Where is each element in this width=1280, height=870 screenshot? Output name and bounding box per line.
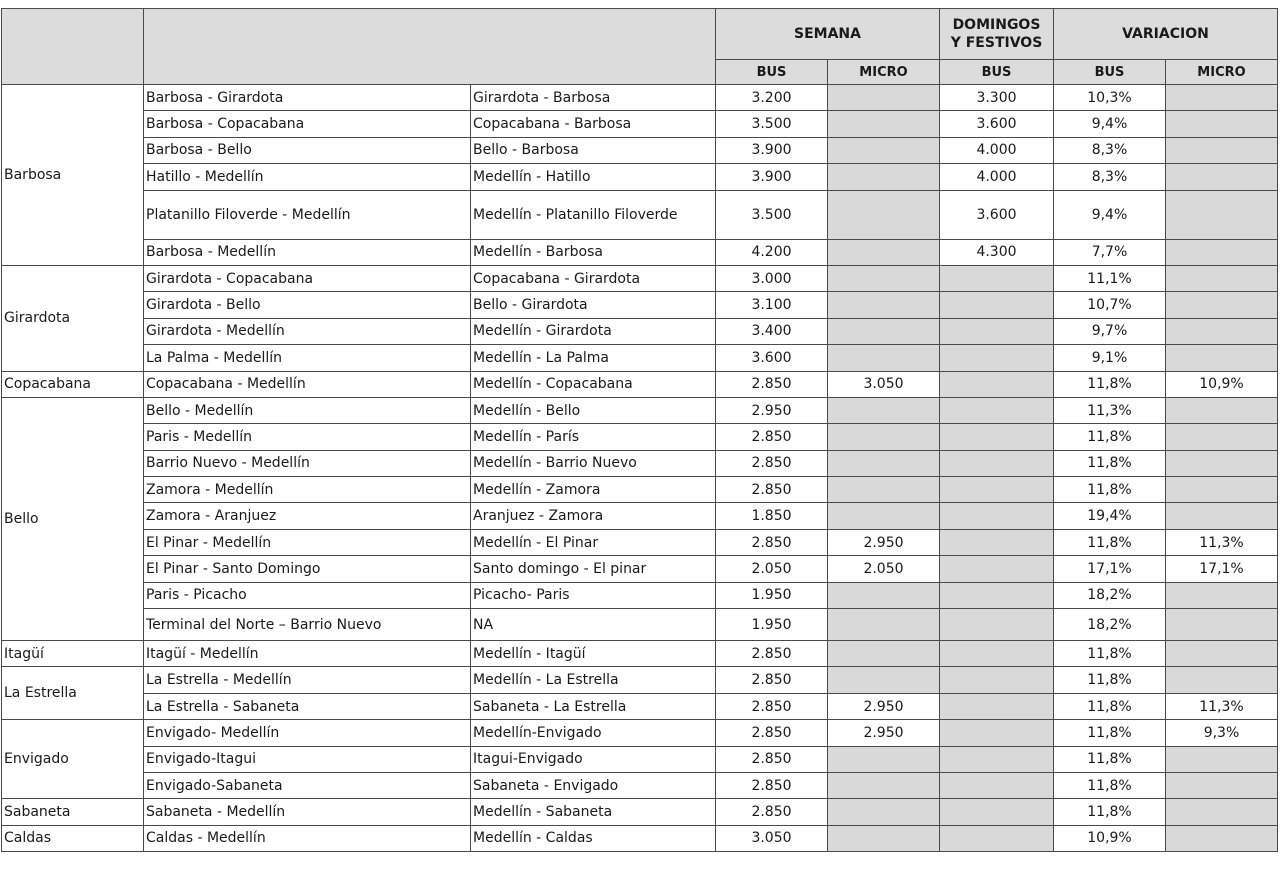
semana-bus-cell: 2.850: [716, 450, 828, 476]
route-cell: Sabaneta - Medellín: [144, 799, 471, 825]
return-route-cell: Sabaneta - Envigado: [471, 772, 716, 798]
table-row: [2, 529, 1278, 555]
festivos-bus-cell: [940, 450, 1054, 476]
municipality-cell: Envigado: [2, 720, 144, 799]
return-route-cell: Sabaneta - La Estrella: [471, 693, 716, 719]
table-row: [2, 137, 1278, 163]
return-route-cell: Bello - Barbosa: [471, 137, 716, 163]
semana-bus-cell: 3.900: [716, 164, 828, 190]
variacion-micro-cell: [1166, 265, 1278, 291]
festivos-bus-cell: 4.000: [940, 137, 1054, 163]
semana-bus-cell: 3.500: [716, 111, 828, 137]
route-cell: Copacabana - Medellín: [144, 371, 471, 397]
route-cell: Platanillo Filoverde - Medellín: [144, 190, 471, 239]
variacion-bus-cell: 11,8%: [1054, 477, 1166, 503]
table-row: [2, 265, 1278, 291]
variacion-bus-cell: 11,3%: [1054, 397, 1166, 423]
semana-bus-cell: 2.850: [716, 693, 828, 719]
variacion-micro-cell: 17,1%: [1166, 556, 1278, 582]
variacion-micro-cell: [1166, 397, 1278, 423]
variacion-micro-cell: 11,3%: [1166, 693, 1278, 719]
festivos-bus-cell: [940, 746, 1054, 772]
variacion-micro-cell: [1166, 190, 1278, 239]
variacion-bus-cell: 18,2%: [1054, 582, 1166, 608]
semana-micro-cell: [828, 772, 940, 798]
route-cell: Zamora - Aranjuez: [144, 503, 471, 529]
festivos-bus-cell: [940, 825, 1054, 851]
festivos-bus-cell: 4.000: [940, 164, 1054, 190]
semana-bus-cell: 3.200: [716, 85, 828, 111]
semana-bus-cell: 2.050: [716, 556, 828, 582]
return-route-cell: Medellín - Platanillo Filoverde: [471, 190, 716, 239]
variacion-bus-cell: 19,4%: [1054, 503, 1166, 529]
variacion-bus-cell: 11,8%: [1054, 746, 1166, 772]
semana-micro-cell: [828, 318, 940, 344]
route-cell: El Pinar - Santo Domingo: [144, 556, 471, 582]
subheader-variacion-bus: BUS: [1054, 60, 1166, 85]
header-domingos-line2: Y FESTIVOS: [950, 35, 1043, 51]
variacion-micro-cell: 11,3%: [1166, 529, 1278, 555]
semana-bus-cell: 2.850: [716, 371, 828, 397]
route-cell: Hatillo - Medellín: [144, 164, 471, 190]
table-row: [2, 503, 1278, 529]
return-route-cell: Medellín - Barbosa: [471, 239, 716, 265]
variacion-bus-cell: 10,7%: [1054, 292, 1166, 318]
route-cell: Itagüí - Medellín: [144, 641, 471, 667]
subheader-semana-bus: BUS: [716, 60, 828, 85]
table-row: [2, 667, 1278, 693]
table-row: [2, 477, 1278, 503]
route-cell: Barbosa - Girardota: [144, 85, 471, 111]
route-cell: Zamora - Medellín: [144, 477, 471, 503]
semana-bus-cell: 2.850: [716, 799, 828, 825]
semana-bus-cell: 2.950: [716, 397, 828, 423]
municipality-cell: Barbosa: [2, 85, 144, 266]
return-route-cell: Girardota - Barbosa: [471, 85, 716, 111]
route-cell: La Estrella - Medellín: [144, 667, 471, 693]
semana-micro-cell: [828, 667, 940, 693]
variacion-bus-cell: 9,1%: [1054, 345, 1166, 371]
table-body: [2, 85, 1278, 852]
variacion-bus-cell: 10,3%: [1054, 85, 1166, 111]
table-row: [2, 556, 1278, 582]
festivos-bus-cell: [940, 720, 1054, 746]
return-route-cell: Picacho- Paris: [471, 582, 716, 608]
festivos-bus-cell: 3.600: [940, 190, 1054, 239]
table-row: [2, 746, 1278, 772]
semana-micro-cell: 3.050: [828, 371, 940, 397]
municipality-cell: Sabaneta: [2, 799, 144, 825]
return-route-cell: Medellín-Envigado: [471, 720, 716, 746]
header-variacion: VARIACION: [1054, 9, 1278, 60]
return-route-cell: Copacabana - Girardota: [471, 265, 716, 291]
route-cell: Paris - Medellín: [144, 424, 471, 450]
fares-table: [1, 8, 1278, 852]
return-route-cell: Medellín - Caldas: [471, 825, 716, 851]
semana-bus-cell: 4.200: [716, 239, 828, 265]
return-route-cell: Itagui-Envigado: [471, 746, 716, 772]
table-row: [2, 450, 1278, 476]
festivos-bus-cell: [940, 265, 1054, 291]
semana-bus-cell: 3.050: [716, 825, 828, 851]
route-cell: Terminal del Norte – Barrio Nuevo: [144, 609, 471, 641]
return-route-cell: Medellín - El Pinar: [471, 529, 716, 555]
variacion-micro-cell: [1166, 503, 1278, 529]
variacion-bus-cell: 11,8%: [1054, 371, 1166, 397]
variacion-bus-cell: 9,4%: [1054, 111, 1166, 137]
variacion-bus-cell: 17,1%: [1054, 556, 1166, 582]
variacion-micro-cell: [1166, 477, 1278, 503]
semana-bus-cell: 2.850: [716, 424, 828, 450]
semana-micro-cell: [828, 503, 940, 529]
semana-micro-cell: [828, 477, 940, 503]
semana-bus-cell: 1.950: [716, 582, 828, 608]
festivos-bus-cell: [940, 345, 1054, 371]
table-row: [2, 609, 1278, 641]
route-cell: El Pinar - Medellín: [144, 529, 471, 555]
variacion-micro-cell: [1166, 164, 1278, 190]
table-row: [2, 693, 1278, 719]
variacion-micro-cell: [1166, 772, 1278, 798]
return-route-cell: Medellín - Barrio Nuevo: [471, 450, 716, 476]
variacion-bus-cell: 11,8%: [1054, 450, 1166, 476]
festivos-bus-cell: 4.300: [940, 239, 1054, 265]
semana-bus-cell: 2.850: [716, 641, 828, 667]
semana-micro-cell: [828, 190, 940, 239]
variacion-bus-cell: 7,7%: [1054, 239, 1166, 265]
festivos-bus-cell: [940, 609, 1054, 641]
route-cell: Girardota - Medellín: [144, 318, 471, 344]
route-cell: Girardota - Bello: [144, 292, 471, 318]
semana-micro-cell: 2.950: [828, 720, 940, 746]
table-row: [2, 825, 1278, 851]
return-route-cell: Medellín - La Estrella: [471, 667, 716, 693]
table-row: [2, 371, 1278, 397]
return-route-cell: Medellín - Zamora: [471, 477, 716, 503]
route-cell: La Palma - Medellín: [144, 345, 471, 371]
variacion-micro-cell: [1166, 825, 1278, 851]
festivos-bus-cell: [940, 556, 1054, 582]
route-cell: Bello - Medellín: [144, 397, 471, 423]
variacion-bus-cell: 9,4%: [1054, 190, 1166, 239]
festivos-bus-cell: [940, 371, 1054, 397]
festivos-bus-cell: [940, 641, 1054, 667]
variacion-bus-cell: 11,8%: [1054, 693, 1166, 719]
variacion-bus-cell: 18,2%: [1054, 609, 1166, 641]
semana-micro-cell: [828, 111, 940, 137]
table-row: [2, 720, 1278, 746]
route-cell: Caldas - Medellín: [144, 825, 471, 851]
route-cell: La Estrella - Sabaneta: [144, 693, 471, 719]
semana-micro-cell: [828, 85, 940, 111]
municipality-cell: Itagüí: [2, 641, 144, 667]
table-row: [2, 164, 1278, 190]
return-route-cell: NA: [471, 609, 716, 641]
variacion-micro-cell: [1166, 85, 1278, 111]
table-row: [2, 345, 1278, 371]
semana-micro-cell: [828, 825, 940, 851]
variacion-micro-cell: [1166, 582, 1278, 608]
variacion-bus-cell: 8,3%: [1054, 137, 1166, 163]
semana-bus-cell: 3.500: [716, 190, 828, 239]
municipality-cell: Caldas: [2, 825, 144, 851]
semana-bus-cell: 2.850: [716, 772, 828, 798]
route-cell: Barbosa - Bello: [144, 137, 471, 163]
return-route-cell: Bello - Girardota: [471, 292, 716, 318]
festivos-bus-cell: [940, 799, 1054, 825]
table-row: [2, 424, 1278, 450]
variacion-bus-cell: 11,8%: [1054, 720, 1166, 746]
return-route-cell: Medellín - Copacabana: [471, 371, 716, 397]
header-blank-routes: [144, 9, 716, 85]
semana-bus-cell: 3.400: [716, 318, 828, 344]
festivos-bus-cell: [940, 667, 1054, 693]
variacion-micro-cell: 9,3%: [1166, 720, 1278, 746]
table-row: [2, 641, 1278, 667]
variacion-micro-cell: [1166, 292, 1278, 318]
subheader-variacion-micro: MICRO: [1166, 60, 1278, 85]
semana-bus-cell: 2.850: [716, 529, 828, 555]
semana-micro-cell: 2.950: [828, 693, 940, 719]
variacion-micro-cell: [1166, 239, 1278, 265]
variacion-micro-cell: 10,9%: [1166, 371, 1278, 397]
route-cell: Envigado- Medellín: [144, 720, 471, 746]
semana-bus-cell: 3.100: [716, 292, 828, 318]
route-cell: Barbosa - Medellín: [144, 239, 471, 265]
table-row: [2, 772, 1278, 798]
return-route-cell: Medellín - Hatillo: [471, 164, 716, 190]
return-route-cell: Aranjuez - Zamora: [471, 503, 716, 529]
semana-micro-cell: [828, 746, 940, 772]
semana-micro-cell: 2.050: [828, 556, 940, 582]
subheader-festivos-bus: BUS: [940, 60, 1054, 85]
variacion-micro-cell: [1166, 450, 1278, 476]
return-route-cell: Medellín - Bello: [471, 397, 716, 423]
route-cell: Paris - Picacho: [144, 582, 471, 608]
table-row: [2, 111, 1278, 137]
variacion-bus-cell: 10,9%: [1054, 825, 1166, 851]
semana-micro-cell: [828, 137, 940, 163]
semana-micro-cell: [828, 582, 940, 608]
table-row: [2, 582, 1278, 608]
variacion-micro-cell: [1166, 641, 1278, 667]
semana-bus-cell: 1.850: [716, 503, 828, 529]
variacion-micro-cell: [1166, 111, 1278, 137]
semana-bus-cell: 2.850: [716, 720, 828, 746]
semana-bus-cell: 3.600: [716, 345, 828, 371]
festivos-bus-cell: [940, 292, 1054, 318]
header-domingos-festivos: [940, 9, 1054, 60]
route-cell: Barrio Nuevo - Medellín: [144, 450, 471, 476]
festivos-bus-cell: [940, 582, 1054, 608]
variacion-bus-cell: 11,8%: [1054, 667, 1166, 693]
semana-bus-cell: 2.850: [716, 667, 828, 693]
variacion-bus-cell: 11,8%: [1054, 772, 1166, 798]
festivos-bus-cell: [940, 693, 1054, 719]
table-row: [2, 397, 1278, 423]
return-route-cell: Medellín - Itagüí: [471, 641, 716, 667]
municipality-cell: Copacabana: [2, 371, 144, 397]
semana-bus-cell: 1.950: [716, 609, 828, 641]
variacion-micro-cell: [1166, 424, 1278, 450]
table-row: [2, 292, 1278, 318]
variacion-micro-cell: [1166, 609, 1278, 641]
header-semana: SEMANA: [716, 9, 940, 60]
table-header: [2, 9, 1278, 85]
return-route-cell: Medellín - París: [471, 424, 716, 450]
variacion-bus-cell: 11,8%: [1054, 529, 1166, 555]
variacion-micro-cell: [1166, 746, 1278, 772]
municipality-cell: La Estrella: [2, 667, 144, 720]
semana-bus-cell: 2.850: [716, 477, 828, 503]
festivos-bus-cell: [940, 318, 1054, 344]
return-route-cell: Medellín - Sabaneta: [471, 799, 716, 825]
subheader-semana-micro: MICRO: [828, 60, 940, 85]
variacion-micro-cell: [1166, 799, 1278, 825]
semana-micro-cell: [828, 239, 940, 265]
semana-micro-cell: [828, 799, 940, 825]
return-route-cell: Copacabana - Barbosa: [471, 111, 716, 137]
festivos-bus-cell: [940, 503, 1054, 529]
semana-micro-cell: [828, 292, 940, 318]
route-cell: Envigado-Itagui: [144, 746, 471, 772]
festivos-bus-cell: [940, 397, 1054, 423]
semana-micro-cell: [828, 397, 940, 423]
variacion-bus-cell: 11,8%: [1054, 424, 1166, 450]
route-cell: Girardota - Copacabana: [144, 265, 471, 291]
table-row: [2, 318, 1278, 344]
municipality-cell: Bello: [2, 397, 144, 640]
variacion-bus-cell: 11,8%: [1054, 799, 1166, 825]
festivos-bus-cell: [940, 477, 1054, 503]
festivos-bus-cell: [940, 424, 1054, 450]
municipality-cell: Girardota: [2, 265, 144, 371]
semana-micro-cell: [828, 641, 940, 667]
variacion-micro-cell: [1166, 667, 1278, 693]
variacion-bus-cell: 11,1%: [1054, 265, 1166, 291]
festivos-bus-cell: 3.600: [940, 111, 1054, 137]
header-blank-municipality: [2, 9, 144, 85]
route-cell: Envigado-Sabaneta: [144, 772, 471, 798]
table-row: [2, 85, 1278, 111]
variacion-micro-cell: [1166, 137, 1278, 163]
semana-micro-cell: [828, 164, 940, 190]
semana-micro-cell: 2.950: [828, 529, 940, 555]
variacion-bus-cell: 11,8%: [1054, 641, 1166, 667]
route-cell: Barbosa - Copacabana: [144, 111, 471, 137]
festivos-bus-cell: 3.300: [940, 85, 1054, 111]
variacion-micro-cell: [1166, 345, 1278, 371]
return-route-cell: Medellín - La Palma: [471, 345, 716, 371]
table-row: [2, 799, 1278, 825]
semana-bus-cell: 3.000: [716, 265, 828, 291]
festivos-bus-cell: [940, 529, 1054, 555]
semana-micro-cell: [828, 450, 940, 476]
table-row: [2, 190, 1278, 239]
semana-micro-cell: [828, 345, 940, 371]
variacion-micro-cell: [1166, 318, 1278, 344]
semana-micro-cell: [828, 265, 940, 291]
festivos-bus-cell: [940, 772, 1054, 798]
semana-bus-cell: 3.900: [716, 137, 828, 163]
header-domingos-line1: DOMINGOS: [952, 17, 1041, 33]
variacion-bus-cell: 8,3%: [1054, 164, 1166, 190]
semana-micro-cell: [828, 424, 940, 450]
semana-micro-cell: [828, 609, 940, 641]
table-row: [2, 239, 1278, 265]
return-route-cell: Medellín - Girardota: [471, 318, 716, 344]
return-route-cell: Santo domingo - El pinar: [471, 556, 716, 582]
semana-bus-cell: 2.850: [716, 746, 828, 772]
variacion-bus-cell: 9,7%: [1054, 318, 1166, 344]
